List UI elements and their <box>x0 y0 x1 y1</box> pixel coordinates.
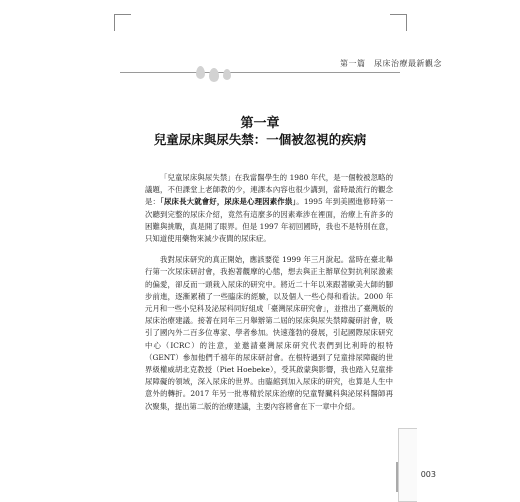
crop-mark-top-left <box>114 14 131 31</box>
crop-mark-top-right <box>390 14 407 31</box>
page-edge-marker <box>396 462 398 492</box>
paragraph-1 <box>145 172 393 245</box>
paragraph-1-text: 「兒童尿床與尿失禁」在我當醫學生的 1980 年代，是一個較被忽略的議題，不但課堂上老師教的少，連課本內容也很少講到，當時最流行的觀念是： <box>145 173 393 207</box>
chapter-body <box>145 172 393 422</box>
drop-icon <box>196 66 205 79</box>
drop-icon <box>223 69 231 80</box>
running-header: 第一篇 尿床治療最新觀念 <box>340 59 442 68</box>
header-rule <box>120 72 400 73</box>
page-number: 003 <box>420 470 436 479</box>
chapter-number: 第一章 <box>240 116 280 131</box>
chapter-title: 兒童尿床與尿失禁：一個被忽視的疾病 <box>153 132 367 147</box>
paragraph-2-text: 我對尿床研究的真正開始，應該要從 1999 年三月說起。當時在臺北舉行第一次尿床研討會，我抱著觀摩的心態，想去與正主辦單位對抗利尿激素的偏愛，卻反而一頭栽入尿床的研究中。將近二十年以來跟著歐美大師的腳步前進，逐漸累積了一些臨床的經驗，以及個人一些心得和看法。2000 年元月和一些小兒科及泌尿科同好組成「臺灣尿床研究會」，並推出了臺灣版的尿床治療建議。接著在同年三月舉辦第二屆的尿床與尿失禁障礙研討會，吸引了國內外二百多位專家、學者參加。快速蓬勃的發展，引起國際尿床研究中心（ICRC）的注意，並邀請臺灣尿床研究代表們到比利時的根特（GENT）參加他們千禧年的尿床研討會。在根特遇到了兒童排尿障礙的世界級權威胡北克教授（Piet Hoebeke），受其啟蒙與影響，我也踏入兒童排尿障礙的領域，深入尿床的世界。由臨館到加入尿床的研究，也算是人生中意外的轉折。2017 年另一批專精於尿床治療的兒童腎臟科與泌尿科醫師再次聚集，提出第二版的治療建議，主要內容將會在下一章中介紹。 <box>145 255 393 411</box>
page-edge-tab <box>398 428 417 502</box>
water-drops-icon <box>196 65 246 85</box>
paragraph-1-tail: 。1995 年到美國進修時第一次聽到完整的尿床介紹，竟然有這麼多的因素牽涉在裡面，治療上有許多的困難與挑戰，真是開了眼界。但是 1997 年初回國時，我也不是特別在意，只知道使用藥物來減少夜間的尿床症。 <box>145 197 393 244</box>
paragraph-2 <box>145 254 393 413</box>
paragraph-1-emphasis: 「尿床長大就會好，尿床是心理因素作祟」 <box>160 197 297 207</box>
drop-icon <box>209 68 219 82</box>
